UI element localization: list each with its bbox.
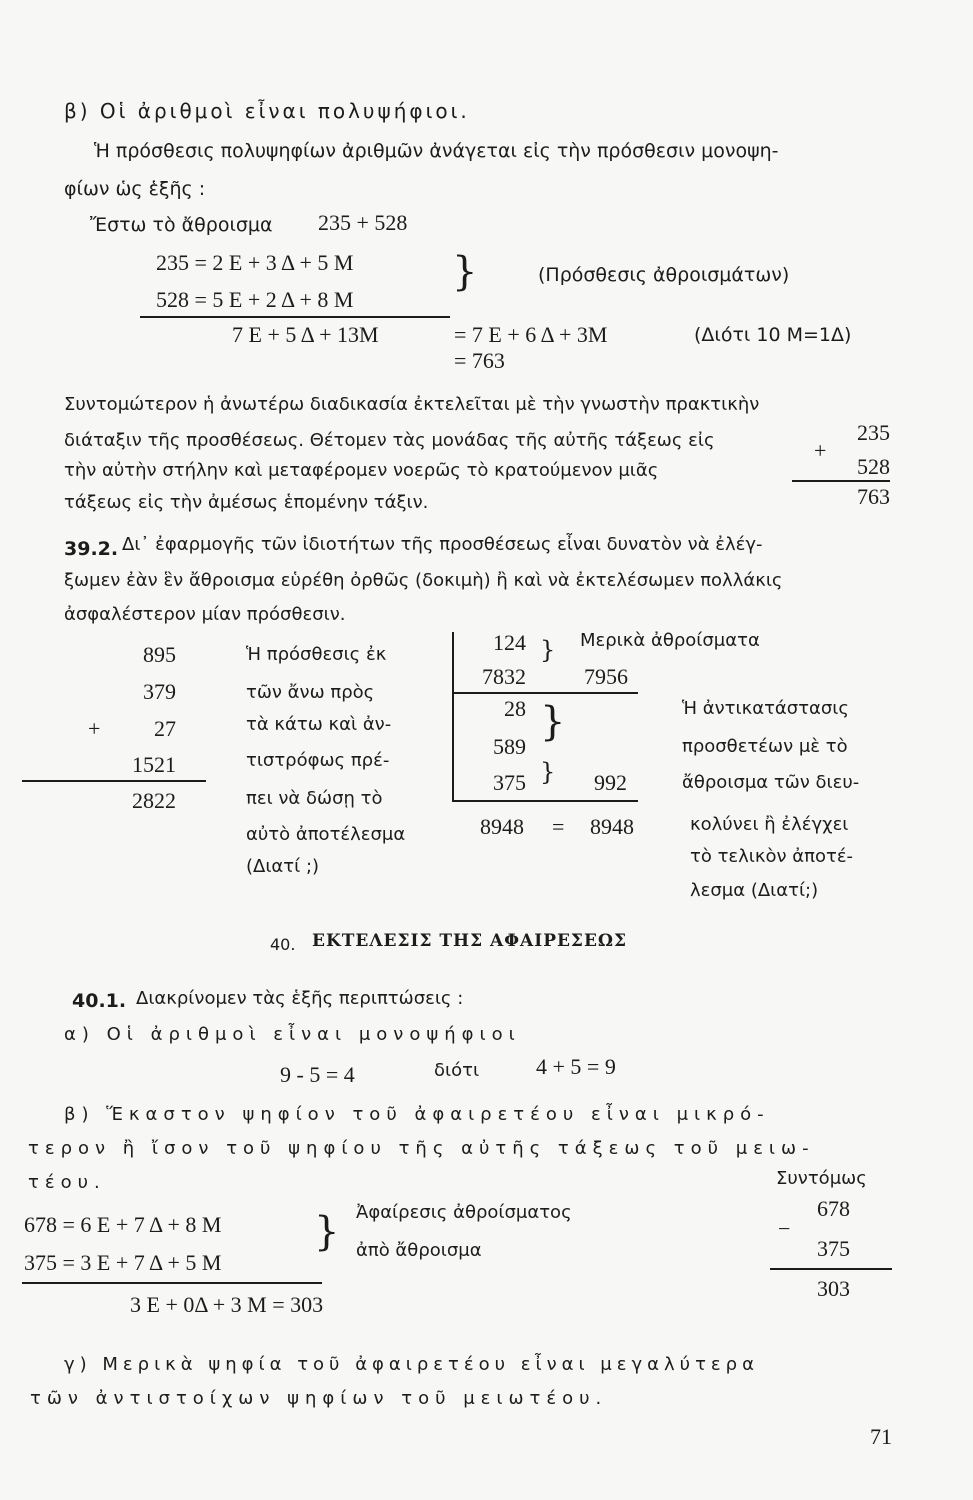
partial-vertical-rule xyxy=(452,632,454,802)
partial-ab: 7956 xyxy=(584,664,628,689)
short-line-3: τὴν αὐτὴν στήλην καὶ μεταφέρομεν νοερῶς τὸ κρατούμενον μιᾶς xyxy=(64,460,659,481)
paragraph-40-1-text: Διακρίνομεν τὰς ἑξῆς περιπτώσεις : xyxy=(136,988,464,1009)
col-sum-n3: 27 xyxy=(154,716,176,741)
section-b-title: β) Οἱ ἀριθμοὶ εἶναι πολυψήφιοι. xyxy=(64,99,470,123)
short-line-1: Συντομώτερον ἡ ἀνωτέρω διαδικασία ἐκτελεῖται μὲ τὴν γνωστὴν πρακτικὴν xyxy=(64,394,760,415)
sum-result: = 763 xyxy=(454,348,505,373)
short-sum-plus: + xyxy=(814,438,827,463)
case-a-expression: 9 - 5 = 4 xyxy=(280,1062,355,1087)
col-sum-n2: 379 xyxy=(143,679,176,704)
col-text-6: αὐτὸ ἀποτέλεσμα xyxy=(246,824,406,845)
short-label: Συντόμως xyxy=(776,1168,867,1189)
replace-text-4: κολύνει ἢ ἐλέγχει xyxy=(690,814,849,835)
case-c-line-2: τῶν ἀντιστοίχων ψηφίων τοῦ μειωτέου. xyxy=(30,1388,608,1409)
page-number: 71 xyxy=(870,1424,892,1449)
case-a: α) Οἱ ἀριθμοὶ εἶναι μονοψήφιοι xyxy=(64,1024,521,1045)
short-sum-result: 763 xyxy=(857,484,890,509)
replace-text-6: λεσμα (Διατί;) xyxy=(690,880,819,901)
paragraph-39-2-line-2: ξωμεν ἐὰν ἓν ἄθροισμα εὑρέθη ὀρθῶς (δοκιμὴ) ἢ καὶ νὰ ἐκτελέσωμεν πολλάκις xyxy=(64,570,783,591)
partial-rule-1 xyxy=(454,692,638,694)
partial-equals: = xyxy=(552,814,565,839)
sum-line-left: 7 Ε + 5 Δ + 13Μ xyxy=(232,322,379,347)
case-b-line-1: β) Ἕκαστον ψηφίον τοῦ ἀφαιρετέου εἶναι μικρό- xyxy=(64,1104,770,1125)
case-b-line-2: τερον ἢ ἴσον τοῦ ψηφίου τῆς αὐτῆς τάξεως τοῦ μειω- xyxy=(28,1138,815,1159)
paragraph-39-2-number: 39.2. xyxy=(64,538,119,560)
intro-line-1: Ἡ πρόσθεσις πολυψηφίων ἀριθμῶν ἀνάγεται εἰς τὴν πρόσθεσιν μονοψη- xyxy=(94,140,779,162)
partial-e: 375 xyxy=(493,770,526,795)
partial-c: 28 xyxy=(504,696,526,721)
col-text-5: πει νὰ δώσῃ τὸ xyxy=(246,788,383,809)
paragraph-39-2-line-1: Δι᾽ ἐφαρμογῆς τῶν ἰδιοτήτων τῆς προσθέσεως εἶναι δυνατὸν νὰ ἐλέγ- xyxy=(122,534,763,555)
col-sum-n4: 1521 xyxy=(132,752,176,777)
sub-note-2: ἀπὸ ἄθροισμα xyxy=(356,1240,482,1261)
short-sum-b: 528 xyxy=(857,454,890,479)
sub-result: 3 Ε + 0Δ + 3 Μ = 303 xyxy=(130,1292,324,1317)
col-text-1: Ἡ πρόσθεσις ἐκ xyxy=(246,644,387,665)
col-sum-plus: + xyxy=(88,716,101,741)
partial-brace-1: } xyxy=(540,636,556,664)
example-label: Ἔστω τὸ ἄθροισμα xyxy=(90,214,273,236)
short-sum-rule xyxy=(792,480,890,482)
decomposition-1: 235 = 2 Ε + 3 Δ + 5 Μ xyxy=(156,250,354,275)
case-c-line-1: γ) Μερικὰ ψηφία τοῦ ἀφαιρετέου εἶναι μεγαλύτερα xyxy=(64,1354,759,1375)
col-text-4: τιστρόφως πρέ- xyxy=(246,750,390,771)
partial-left-total: 8948 xyxy=(480,814,524,839)
partial-rule-2 xyxy=(454,800,638,802)
case-a-because: διότι xyxy=(434,1060,480,1081)
paragraph-40-1-number: 40.1. xyxy=(72,990,127,1012)
col-sum-rule xyxy=(22,780,206,782)
case-b-line-3: τέου. xyxy=(28,1172,106,1193)
partial-b: 7832 xyxy=(482,664,526,689)
sum-line-right: = 7 Ε + 6 Δ + 3Μ xyxy=(454,322,608,347)
replace-text-1: Ἡ ἀντικατάστασις xyxy=(682,698,849,719)
replace-text-2: προσθετέων μὲ τὸ xyxy=(682,736,848,757)
decomposition-2: 528 = 5 Ε + 2 Δ + 8 Μ xyxy=(156,287,354,312)
sub-rule xyxy=(22,1282,322,1284)
sub-decomposition-2: 375 = 3 Ε + 7 Δ + 5 Μ xyxy=(24,1250,222,1275)
short-line-4: τάξεως εἰς τὴν ἀμέσως ἑπομένην τάξιν. xyxy=(64,492,429,513)
sum-line-note: (Διότι 10 Μ=1Δ) xyxy=(694,324,852,346)
partial-d: 589 xyxy=(493,734,526,759)
short-sub-b: 375 xyxy=(817,1236,850,1261)
partial-brace-2: } xyxy=(540,699,566,745)
short-sub-a: 678 xyxy=(817,1196,850,1221)
replace-text-3: ἄθροισμα τῶν διευ- xyxy=(682,772,860,793)
col-sum-result: 2822 xyxy=(132,788,176,813)
short-sub-minus: − xyxy=(778,1216,791,1241)
col-sum-n1: 895 xyxy=(143,642,176,667)
sum-rule xyxy=(140,316,450,318)
case-a-check: 4 + 5 = 9 xyxy=(536,1054,616,1079)
section-40-title: ΕΚΤΕΛΕΣΙΣ ΤΗΣ ΑΦΑΙΡΕΣΕΩΣ xyxy=(312,931,628,951)
col-text-7: (Διατί ;) xyxy=(246,856,320,877)
replace-text-5: τὸ τελικὸν ἀποτέ- xyxy=(690,846,854,867)
example-expression: 235 + 528 xyxy=(318,210,408,235)
intro-line-2: φίων ὡς ἑξῆς : xyxy=(64,178,206,200)
sub-decomposition-1: 678 = 6 Ε + 7 Δ + 8 Μ xyxy=(24,1212,222,1237)
short-sub-result: 303 xyxy=(817,1276,850,1301)
col-text-3: τὰ κάτω καὶ ἀν- xyxy=(246,714,392,735)
partial-brace-3: } xyxy=(540,758,556,786)
partial-cde: 992 xyxy=(594,770,627,795)
right-brace: } xyxy=(452,249,478,295)
short-sum-a: 235 xyxy=(857,420,890,445)
paragraph-39-2-line-3: ἀσφαλέστερον μίαν πρόσθεσιν. xyxy=(64,604,346,625)
decomposition-note: (Πρόσθεσις ἀθροισμάτων) xyxy=(538,264,790,286)
partial-label: Μερικὰ ἀθροίσματα xyxy=(580,630,760,651)
short-sub-rule xyxy=(770,1268,892,1270)
col-text-2: τῶν ἄνω πρὸς xyxy=(246,682,375,703)
sub-brace: } xyxy=(314,1209,340,1255)
partial-right-total: 8948 xyxy=(590,814,634,839)
sub-note-1: Ἀφαίρεσις ἀθροίσματος xyxy=(356,1202,572,1223)
partial-a: 124 xyxy=(493,630,526,655)
short-line-2: διάταξιν τῆς προσθέσεως. Θέτομεν τὰς μονάδας τῆς αὐτῆς τάξεως εἰς xyxy=(64,430,715,451)
section-40-number: 40. xyxy=(270,935,296,954)
